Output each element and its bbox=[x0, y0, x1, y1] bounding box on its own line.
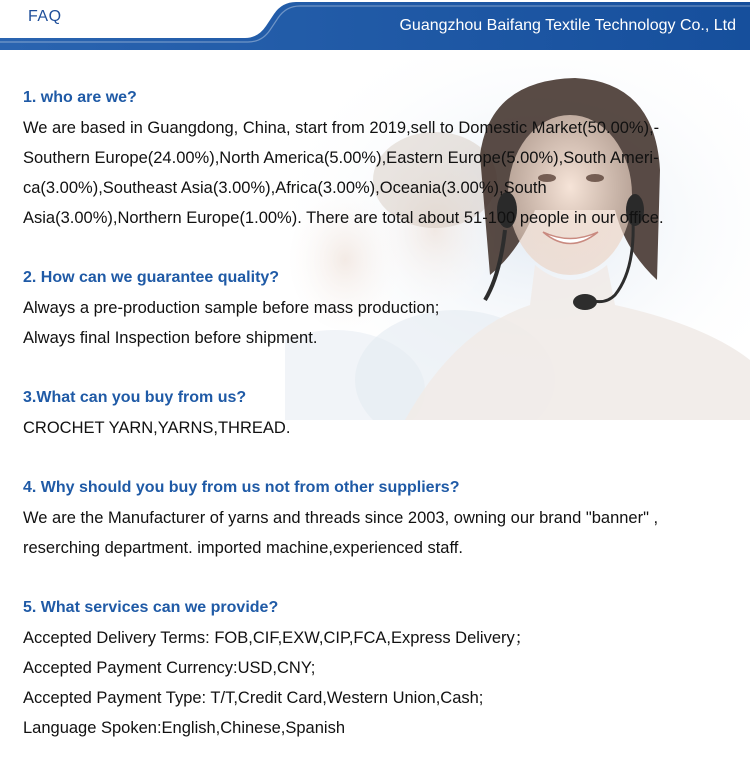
answer-1-line-4: Asia(3.00%),Northern Europe(1.00%). There are total about 51-100 people in our office. bbox=[23, 209, 664, 227]
answer-4-line-1: We are the Manufacturer of yarns and threads since 2003, owning our brand "banner" , bbox=[23, 509, 659, 527]
faq-content bbox=[23, 83, 743, 743]
spacer bbox=[23, 353, 743, 383]
answer-2-line-2: Always final Inspection before shipment. bbox=[23, 329, 318, 347]
page-header bbox=[0, 0, 750, 50]
answer-1-line-1: We are based in Guangdong, China, start from 2019,sell to Domestic Market(50.00%),- bbox=[23, 119, 660, 137]
faq-tab bbox=[0, 0, 270, 42]
spacer bbox=[23, 443, 743, 473]
answer-5-line-1: Accepted Delivery Terms: FOB,CIF,EXW,CIP,FCA,Express Delivery； bbox=[23, 629, 532, 647]
question-5: 5. What services can we provide? bbox=[23, 599, 279, 616]
answer-3-line-1: CROCHET YARN,YARNS,THREAD. bbox=[23, 419, 291, 437]
spacer bbox=[23, 563, 743, 593]
faq-tab-label: FAQ bbox=[28, 8, 62, 25]
question-1: 1. who are we? bbox=[23, 89, 137, 106]
answer-4-line-2: reserching department. imported machine,experienced staff. bbox=[23, 539, 463, 557]
answer-2-line-1: Always a pre-production sample before mass production; bbox=[23, 299, 440, 317]
company-name: Guangzhou Baifang Textile Technology Co., Ltd bbox=[399, 17, 736, 34]
question-4: 4. Why should you buy from us not from other suppliers? bbox=[23, 479, 460, 496]
question-2: 2. How can we guarantee quality? bbox=[23, 269, 280, 286]
question-3: 3.What can you buy from us? bbox=[23, 389, 247, 406]
answer-1-line-3: ca(3.00%),Southeast Asia(3.00%),Africa(3.00%),Oceania(3.00%),South bbox=[23, 179, 547, 197]
spacer bbox=[23, 233, 743, 263]
answer-5-line-2: Accepted Payment Currency:USD,CNY; bbox=[23, 659, 316, 677]
answer-1-line-2: Southern Europe(24.00%),North America(5.00%),Eastern Europe(5.00%),South Ameri- bbox=[23, 149, 659, 167]
answer-5-line-4: Language Spoken:English,Chinese,Spanish bbox=[23, 719, 345, 737]
answer-5-line-3: Accepted Payment Type: T/T,Credit Card,Western Union,Cash; bbox=[23, 689, 484, 707]
